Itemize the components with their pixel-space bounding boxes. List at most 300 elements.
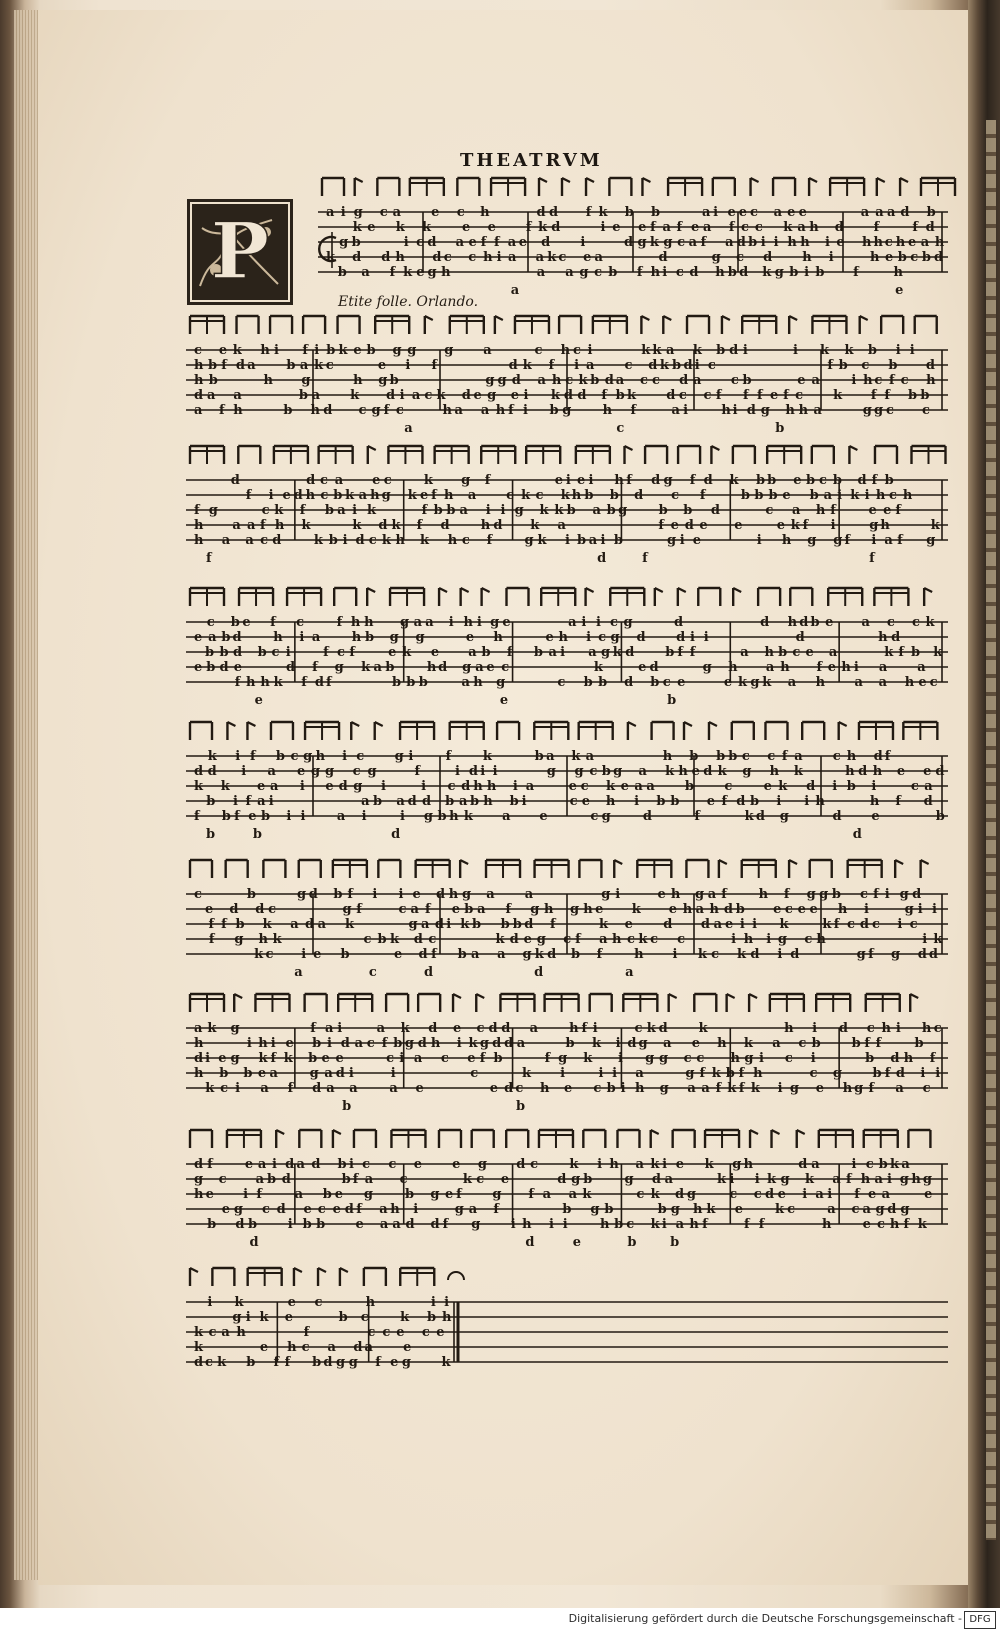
svg-text:e: e <box>797 902 806 917</box>
svg-text:f: f <box>270 615 276 630</box>
svg-text:f: f <box>528 1187 534 1202</box>
svg-text:a: a <box>635 1157 644 1172</box>
svg-text:h: h <box>273 630 283 645</box>
svg-text:i: i <box>580 235 586 250</box>
svg-text:c: c <box>886 403 894 418</box>
svg-text:k: k <box>592 1036 602 1051</box>
svg-text:a: a <box>765 660 775 675</box>
svg-text:d: d <box>935 764 945 779</box>
svg-text:a: a <box>568 1187 578 1202</box>
svg-text:d: d <box>729 343 739 358</box>
svg-text:g: g <box>530 902 540 917</box>
svg-text:g: g <box>415 630 425 645</box>
svg-text:e: e <box>518 235 527 250</box>
svg-text:e: e <box>313 947 322 962</box>
svg-text:k: k <box>462 1172 472 1187</box>
svg-text:i: i <box>793 343 798 358</box>
svg-text:e: e <box>259 1340 269 1355</box>
svg-text:i: i <box>581 615 587 630</box>
svg-text:c: c <box>765 503 774 518</box>
svg-text:k: k <box>844 343 854 358</box>
svg-text:d: d <box>551 220 561 235</box>
svg-text:a: a <box>675 1217 685 1232</box>
svg-text:h: h <box>800 235 810 250</box>
svg-text:k: k <box>659 358 669 373</box>
svg-text:e: e <box>896 764 906 779</box>
svg-text:f: f <box>596 947 603 962</box>
svg-text:a: a <box>486 887 495 902</box>
svg-text:e: e <box>809 902 818 917</box>
svg-text:g: g <box>780 1172 790 1187</box>
svg-text:a: a <box>260 1081 269 1096</box>
svg-text:h: h <box>692 1202 703 1217</box>
svg-text:h: h <box>287 1340 297 1355</box>
svg-text:d: d <box>597 551 607 566</box>
svg-text:d: d <box>232 630 242 645</box>
svg-text:d: d <box>651 1172 661 1187</box>
svg-text:i: i <box>810 1051 816 1066</box>
svg-text:c: c <box>476 1172 485 1187</box>
svg-text:f: f <box>581 1021 588 1036</box>
svg-text:d: d <box>436 887 446 902</box>
svg-text:f: f <box>897 533 903 548</box>
svg-text:e: e <box>205 902 214 917</box>
svg-text:c: c <box>416 235 425 250</box>
svg-text:c: c <box>580 779 589 794</box>
svg-text:c: c <box>910 250 919 265</box>
svg-text:k: k <box>884 645 894 660</box>
svg-text:d: d <box>493 518 503 533</box>
svg-text:c: c <box>470 1066 479 1081</box>
svg-text:i: i <box>871 533 877 548</box>
svg-text:h: h <box>426 660 437 675</box>
svg-text:c: c <box>506 488 515 503</box>
svg-text:a: a <box>772 1036 781 1051</box>
svg-text:a: a <box>548 645 557 660</box>
svg-text:h: h <box>260 343 270 358</box>
svg-text:i: i <box>400 809 406 824</box>
svg-text:h: h <box>441 265 451 280</box>
svg-text:b: b <box>206 660 216 675</box>
svg-text:g: g <box>899 1172 909 1187</box>
svg-text:a: a <box>208 630 217 645</box>
svg-text:k: k <box>650 1157 660 1172</box>
svg-text:i: i <box>243 1187 249 1202</box>
svg-text:i: i <box>233 794 238 809</box>
svg-text:c: c <box>399 1172 408 1187</box>
svg-text:d: d <box>736 235 746 250</box>
svg-text:i: i <box>408 749 414 764</box>
svg-text:i: i <box>587 343 593 358</box>
svg-text:e: e <box>486 660 495 675</box>
svg-text:b: b <box>851 1036 861 1051</box>
svg-text:b: b <box>252 827 262 842</box>
svg-text:a: a <box>379 1202 388 1217</box>
svg-text:i: i <box>812 1021 818 1036</box>
svg-text:c: c <box>363 932 372 947</box>
svg-text:g: g <box>471 1217 481 1232</box>
svg-text:b: b <box>470 794 480 809</box>
svg-text:c: c <box>784 1051 793 1066</box>
svg-text:e: e <box>334 1187 344 1202</box>
svg-text:d: d <box>534 965 544 980</box>
svg-text:a: a <box>542 1187 552 1202</box>
svg-text:h: h <box>837 902 848 917</box>
svg-text:b: b <box>584 488 594 503</box>
svg-text:f: f <box>585 205 592 220</box>
svg-text:h: h <box>873 235 883 250</box>
svg-text:e: e <box>763 779 772 794</box>
svg-text:b: b <box>389 373 399 388</box>
svg-text:e: e <box>692 533 702 548</box>
svg-text:h: h <box>370 488 380 503</box>
svg-text:f: f <box>642 551 648 566</box>
svg-text:b: b <box>810 615 820 630</box>
svg-text:g: g <box>569 902 580 917</box>
svg-text:h: h <box>875 488 886 503</box>
svg-text:e: e <box>377 358 387 373</box>
svg-text:f: f <box>375 1355 381 1370</box>
svg-text:i: i <box>245 1310 251 1325</box>
svg-text:h: h <box>785 403 795 418</box>
svg-text:e: e <box>825 615 834 630</box>
svg-text:e: e <box>706 794 715 809</box>
svg-text:k: k <box>550 388 560 403</box>
svg-text:d: d <box>541 235 551 250</box>
svg-text:k: k <box>537 533 547 548</box>
svg-text:i: i <box>597 1157 603 1172</box>
svg-text:f: f <box>234 675 241 690</box>
svg-text:g: g <box>789 1081 800 1096</box>
svg-text:i: i <box>548 1217 554 1232</box>
svg-text:b: b <box>337 265 347 280</box>
svg-text:d: d <box>194 1157 204 1172</box>
svg-text:i: i <box>500 503 506 518</box>
svg-text:d: d <box>312 1081 322 1096</box>
svg-text:a: a <box>299 358 309 373</box>
svg-text:h: h <box>390 1202 400 1217</box>
svg-text:c: c <box>798 1036 807 1051</box>
svg-text:h: h <box>569 1021 579 1036</box>
svg-text:a: a <box>874 1172 883 1187</box>
svg-text:f: f <box>383 403 390 418</box>
svg-text:b: b <box>549 403 559 418</box>
svg-text:f: f <box>349 645 355 660</box>
svg-text:g: g <box>623 615 633 630</box>
svg-text:k: k <box>571 749 581 764</box>
svg-text:a: a <box>862 1202 871 1217</box>
svg-text:d: d <box>746 403 756 418</box>
svg-text:i: i <box>777 947 783 962</box>
svg-text:h: h <box>815 503 826 518</box>
svg-text:f: f <box>431 488 437 503</box>
svg-text:c: c <box>809 1066 818 1081</box>
svg-text:g: g <box>637 235 647 250</box>
svg-text:a: a <box>646 779 655 794</box>
svg-text:g: g <box>348 1355 358 1370</box>
svg-text:i: i <box>512 779 518 794</box>
svg-text:d: d <box>504 1081 514 1096</box>
svg-text:e: e <box>205 1187 214 1202</box>
svg-text:h: h <box>715 265 725 280</box>
svg-text:b: b <box>590 373 600 388</box>
svg-text:c: c <box>558 250 567 265</box>
svg-text:b: b <box>533 645 543 660</box>
svg-text:h: h <box>650 265 661 280</box>
svg-text:b: b <box>809 488 819 503</box>
svg-text:a: a <box>662 220 671 235</box>
svg-text:d: d <box>890 1051 900 1066</box>
svg-text:f: f <box>912 220 918 235</box>
svg-text:c: c <box>290 749 299 764</box>
svg-text:k: k <box>194 779 204 794</box>
svg-text:c: c <box>736 250 745 265</box>
svg-text:k: k <box>534 947 544 962</box>
svg-text:f: f <box>208 917 215 932</box>
svg-text:d: d <box>323 1355 333 1370</box>
svg-text:c: c <box>565 373 574 388</box>
svg-text:e: e <box>403 1340 412 1355</box>
svg-text:h: h <box>842 1081 853 1096</box>
svg-text:i: i <box>299 630 305 645</box>
svg-text:e: e <box>787 205 796 220</box>
svg-text:a: a <box>221 1325 230 1340</box>
svg-text:e: e <box>677 675 686 690</box>
svg-text:b: b <box>308 1051 318 1066</box>
svg-text:d: d <box>340 1036 350 1051</box>
svg-text:i: i <box>754 1172 760 1187</box>
svg-text:b: b <box>446 503 456 518</box>
svg-text:c: c <box>461 533 470 548</box>
svg-text:k: k <box>762 265 772 280</box>
svg-text:k: k <box>338 343 348 358</box>
svg-text:f: f <box>833 917 840 932</box>
svg-text:f: f <box>868 947 874 962</box>
svg-text:b: b <box>755 473 766 488</box>
svg-text:b: b <box>433 503 443 518</box>
svg-text:i: i <box>703 630 709 645</box>
svg-text:c: c <box>386 1051 395 1066</box>
svg-text:g: g <box>363 1187 373 1202</box>
svg-text:k: k <box>774 1202 785 1217</box>
svg-text:a: a <box>516 1036 526 1051</box>
svg-text:f: f <box>442 1217 449 1232</box>
svg-text:f: f <box>630 403 637 418</box>
svg-text:i: i <box>662 265 668 280</box>
svg-text:i: i <box>476 615 482 630</box>
svg-text:b: b <box>725 1066 735 1081</box>
svg-text:b: b <box>670 794 680 809</box>
svg-text:e: e <box>431 205 440 220</box>
svg-text:b: b <box>341 1172 351 1187</box>
svg-text:b: b <box>914 1036 924 1051</box>
svg-text:i: i <box>895 343 901 358</box>
svg-text:a: a <box>459 794 468 809</box>
svg-text:i: i <box>851 1157 857 1172</box>
svg-text:k: k <box>345 488 355 503</box>
svg-text:k: k <box>641 343 651 358</box>
svg-text:b: b <box>515 1099 526 1114</box>
svg-text:h: h <box>365 1295 376 1310</box>
svg-text:e: e <box>500 1172 510 1187</box>
svg-text:c: c <box>590 809 599 824</box>
svg-text:h: h <box>689 1217 699 1232</box>
svg-text:c: c <box>662 675 671 690</box>
svg-text:c: c <box>929 675 938 690</box>
svg-text:f: f <box>601 388 607 403</box>
svg-text:f: f <box>676 220 683 235</box>
svg-text:g: g <box>601 645 611 660</box>
svg-text:d: d <box>286 660 296 675</box>
svg-text:c: c <box>476 1021 485 1036</box>
svg-text:c: c <box>921 403 930 418</box>
svg-text:e: e <box>798 205 807 220</box>
svg-text:d: d <box>194 388 204 403</box>
svg-text:i: i <box>742 343 748 358</box>
svg-text:g: g <box>392 343 402 358</box>
svg-text:a: a <box>233 388 242 403</box>
svg-text:g: g <box>874 403 884 418</box>
svg-text:d: d <box>219 660 229 675</box>
svg-text:c: c <box>220 1081 229 1096</box>
svg-text:b: b <box>846 779 856 794</box>
svg-text:d: d <box>928 947 939 962</box>
svg-text:d: d <box>852 827 862 842</box>
svg-text:e: e <box>430 645 440 660</box>
svg-text:k: k <box>538 220 548 235</box>
svg-text:k: k <box>706 1202 716 1217</box>
svg-text:f: f <box>456 1187 462 1202</box>
svg-text:f: f <box>721 887 727 902</box>
svg-text:e: e <box>554 473 563 488</box>
svg-text:a: a <box>358 488 368 503</box>
svg-text:a: a <box>326 1081 335 1096</box>
svg-text:d: d <box>658 250 668 265</box>
svg-text:c: c <box>877 1217 885 1232</box>
svg-text:k: k <box>422 220 432 235</box>
svg-text:b: b <box>598 675 608 690</box>
svg-text:d: d <box>634 488 644 503</box>
svg-text:g: g <box>311 764 321 779</box>
svg-text:h: h <box>902 488 913 503</box>
svg-text:a: a <box>920 235 930 250</box>
svg-text:c: c <box>360 1310 369 1325</box>
svg-text:i: i <box>444 1295 450 1310</box>
svg-text:a: a <box>455 235 465 250</box>
svg-text:a: a <box>823 488 833 503</box>
svg-text:a: a <box>740 645 749 660</box>
svg-text:i: i <box>348 1066 354 1081</box>
svg-text:h: h <box>612 932 622 947</box>
svg-text:b: b <box>921 250 931 265</box>
svg-text:k: k <box>232 343 242 358</box>
svg-text:f: f <box>505 902 512 917</box>
svg-text:f: f <box>310 1021 316 1036</box>
tablature-system <box>186 860 948 980</box>
svg-text:b: b <box>778 645 788 660</box>
svg-text:h: h <box>395 250 405 265</box>
svg-text:g: g <box>922 1172 932 1187</box>
svg-text:i: i <box>456 1036 462 1051</box>
svg-text:d: d <box>873 749 883 764</box>
svg-text:c: c <box>675 265 684 280</box>
svg-text:c: c <box>624 358 633 373</box>
svg-text:g: g <box>536 932 546 947</box>
svg-text:d: d <box>673 615 684 630</box>
svg-text:e: e <box>436 1325 445 1340</box>
svg-text:f: f <box>194 503 200 518</box>
svg-text:a: a <box>475 660 484 675</box>
svg-text:d: d <box>739 265 749 280</box>
svg-text:g: g <box>389 630 399 645</box>
svg-text:a: a <box>634 779 643 794</box>
svg-text:b: b <box>684 779 694 794</box>
svg-text:b: b <box>601 764 611 779</box>
svg-text:b: b <box>897 250 907 265</box>
svg-text:e: e <box>815 1081 825 1096</box>
svg-text:c: c <box>260 533 269 548</box>
svg-text:c: c <box>860 887 868 902</box>
svg-text:k: k <box>711 1066 721 1081</box>
tablature-system <box>186 994 948 1114</box>
svg-text:k: k <box>381 533 391 548</box>
svg-text:a: a <box>813 403 822 418</box>
svg-text:d: d <box>235 1217 245 1232</box>
svg-text:b: b <box>583 1172 593 1187</box>
svg-text:i: i <box>713 205 719 220</box>
svg-text:a: a <box>392 1217 401 1232</box>
svg-text:d: d <box>272 533 282 548</box>
svg-text:i: i <box>760 235 766 250</box>
svg-text:h: h <box>730 1051 740 1066</box>
svg-text:g: g <box>461 473 471 488</box>
svg-text:g: g <box>926 533 936 548</box>
svg-text:a: a <box>510 283 520 298</box>
svg-text:g: g <box>744 1051 754 1066</box>
svg-text:e: e <box>738 205 747 220</box>
svg-text:b: b <box>878 1157 888 1172</box>
svg-text:k: k <box>314 358 324 373</box>
svg-text:h: h <box>483 794 493 809</box>
svg-text:c: c <box>382 1325 391 1340</box>
svg-text:k: k <box>367 503 377 518</box>
svg-text:a: a <box>413 615 423 630</box>
svg-text:c: c <box>383 473 392 488</box>
svg-text:a: a <box>707 887 717 902</box>
svg-text:i: i <box>871 779 877 794</box>
svg-text:a: a <box>477 902 486 917</box>
svg-text:g: g <box>208 503 218 518</box>
svg-text:a: a <box>535 250 545 265</box>
svg-text:b: b <box>283 403 293 418</box>
svg-text:b: b <box>230 615 240 630</box>
svg-text:c: c <box>787 1202 796 1217</box>
svg-text:i: i <box>853 660 859 675</box>
svg-text:e: e <box>727 205 736 220</box>
svg-text:f: f <box>895 503 901 518</box>
svg-text:k: k <box>593 660 603 675</box>
svg-text:c: c <box>261 503 270 518</box>
svg-text:a: a <box>327 1340 336 1355</box>
svg-text:k: k <box>274 503 284 518</box>
svg-text:i: i <box>598 1066 604 1081</box>
svg-text:b: b <box>206 827 216 842</box>
svg-text:h: h <box>678 764 688 779</box>
svg-text:f: f <box>694 809 701 824</box>
svg-text:a: a <box>471 947 480 962</box>
svg-text:i: i <box>824 235 830 250</box>
svg-text:k: k <box>395 220 405 235</box>
